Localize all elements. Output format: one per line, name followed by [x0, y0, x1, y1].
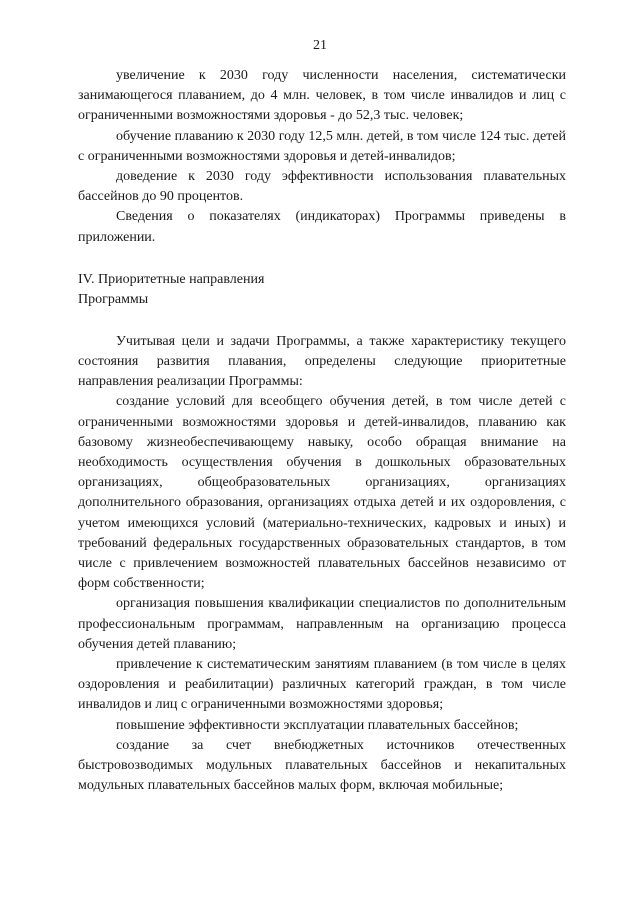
- paragraph-priorities-intro: Учитывая цели и задачи Программы, а также характеристику текущего состояния развития плавания, определены следующие приоритетные направления реализации Программы:: [78, 333, 566, 390]
- section-heading-line1: IV. Приоритетные направления: [78, 271, 265, 287]
- paragraph-universal-training: создание условий для всеобщего обучения детей, в том числе детей с ограниченными возможностями здоровья и детей-инвалидов, плаванию как базовому жизнеобеспечивающему навыку, особо обращая внимание на необходимость осуществления обучения в дошкольных образовательных организациях, общеобразовательных организациях, организациях дополнительного образования, организациях отдыха детей и их оздоровления, с учетом имеющихся условий (материально-технических, кадровых и иных) и требований федеральных государственных образовательных стандартов, в том числе с привлечением возможностей плавательных бассейнов независимо от форм собственности;: [78, 394, 566, 592]
- paragraph-qualification: организация повышения квалификации специалистов по дополнительным профессиональным программам, направленным на организацию процесса обучения детей плаванию;: [78, 596, 566, 652]
- paragraph-pool-operation: повышение эффективности эксплуатации плавательных бассейнов;: [116, 717, 519, 733]
- document-body: [78, 66, 566, 797]
- paragraph-children-training: обучение плаванию к 2030 году 12,5 млн. детей, в том числе 124 тыс. детей с ограниченными возможностями здоровья и детей-инвалидов;: [78, 128, 566, 164]
- section-heading-line2: Программы: [78, 291, 149, 307]
- paragraph-modular-pools: создание за счет внебюджетных источников отечественных быстровозводимых модульных плавательных бассейнов и некапитальных модульных плавательных бассейнов малых форм, включая мобильные;: [78, 737, 566, 794]
- paragraph-systematic-swimming: привлечение к систематическим занятиям плаванием (в том числе в целях оздоровления и реабилитации) различных категорий граждан, в том числе инвалидов и лиц с ограниченными возможностями здоровья;: [78, 657, 566, 713]
- paragraph-pool-efficiency: доведение к 2030 году эффективности использования плавательных бассейнов до 90 процентов.: [78, 169, 566, 205]
- section-heading: [78, 270, 566, 310]
- paragraph-indicators-appendix: Сведения о показателях (индикаторах) Программы приведены в приложении.: [78, 209, 566, 245]
- page-number: 21: [313, 38, 327, 53]
- paragraph-swimmers-target: увеличение к 2030 году численности населения, систематически занимающегося плаванием, до 4 млн. человек, в том числе инвалидов и лиц с ограниченными возможностями здоровья - до 52,3 тыс. человек;: [78, 68, 566, 124]
